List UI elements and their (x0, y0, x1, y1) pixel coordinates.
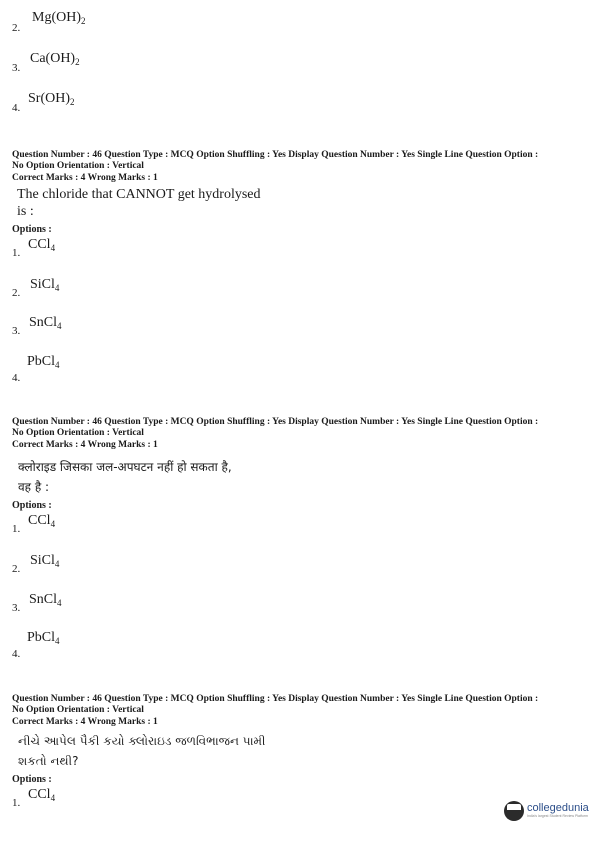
option-number: 2. (12, 563, 21, 575)
logo-name: collegedunia (527, 802, 589, 814)
option-number: 1. (12, 247, 21, 259)
option-formula: CCl$_4$ (28, 513, 56, 529)
option-formula: SnCl$_4$ (29, 592, 62, 608)
option-formula: CCl$_4$ (28, 237, 56, 253)
question-header-line1: Question Number : 46 Question Type : MCQ Option Shuffling : Yes Display Question Number : Yes Single Line Question Option : (12, 150, 539, 160)
option-formula: SiCl$_4$ (30, 553, 60, 569)
question-header (12, 694, 538, 716)
question-text (18, 457, 232, 497)
graduate-cap-icon (504, 801, 524, 821)
option-number: 1. (12, 523, 21, 535)
question-header-line2: No Option Orientation : Vertical (12, 705, 144, 715)
options-label: Options : (12, 500, 52, 511)
logo-tagline: India's largest Student Review Platform (527, 814, 588, 818)
question-header-line1: Question Number : 46 Question Type : MCQ Option Shuffling : Yes Display Question Number : Yes Single Line Question Option : (12, 694, 539, 704)
option-number: 3. (12, 62, 21, 74)
option-formula: SnCl$_4$ (29, 315, 62, 331)
question-text-line2: શકતો નથી? (18, 754, 79, 768)
option-formula: $Sr(OH)_2$ (28, 91, 75, 107)
option-number: 4. (12, 102, 21, 114)
question-text (18, 731, 265, 771)
question-header (12, 417, 538, 439)
option-number: 2. (12, 287, 21, 299)
marks-line: Correct Marks : 4 Wrong Marks : 1 (12, 440, 158, 450)
marks-line: Correct Marks : 4 Wrong Marks : 1 (12, 717, 158, 727)
question-header-line1: Question Number : 46 Question Type : MCQ Option Shuffling : Yes Display Question Number : Yes Single Line Question Option : (12, 417, 539, 427)
option-number: 2. (12, 22, 21, 34)
option-formula: $Ca(OH)_2$ (30, 51, 80, 67)
question-header-line2: No Option Orientation : Vertical (12, 428, 144, 438)
option-number: 3. (12, 325, 21, 337)
option-number: 1. (12, 797, 21, 809)
option-number: 4. (12, 372, 21, 384)
option-number: 4. (12, 648, 21, 660)
question-header-line2: No Option Orientation : Vertical (12, 161, 144, 171)
option-formula: PbCl$_4$ (27, 630, 60, 646)
question-text-line2: is : (17, 204, 34, 219)
option-formula: SiCl$_4$ (30, 277, 60, 293)
question-text-line1: The chloride that CANNOT get hydrolysed (17, 187, 261, 202)
question-text-line1: क्लोराइड जिसका जल-अपघटन नहीं हो सकता है, (18, 460, 232, 474)
question-text-line2: वह है : (18, 480, 50, 494)
option-formula: PbCl$_4$ (27, 354, 60, 370)
option-number: 3. (12, 602, 21, 614)
options-label: Options : (12, 774, 52, 785)
question-text-line1: નીચે આપેલ પૈકી કયો ક્લોરાઇડ જળવિભાજન પામી (18, 734, 266, 748)
marks-line: Correct Marks : 4 Wrong Marks : 1 (12, 173, 158, 183)
options-label: Options : (12, 224, 52, 235)
question-text (17, 186, 261, 220)
option-formula: $Mg(OH)_2$ (32, 10, 86, 26)
collegedunia-logo (504, 801, 589, 821)
option-formula: CCl$_4$ (28, 787, 56, 803)
question-header (12, 150, 538, 172)
